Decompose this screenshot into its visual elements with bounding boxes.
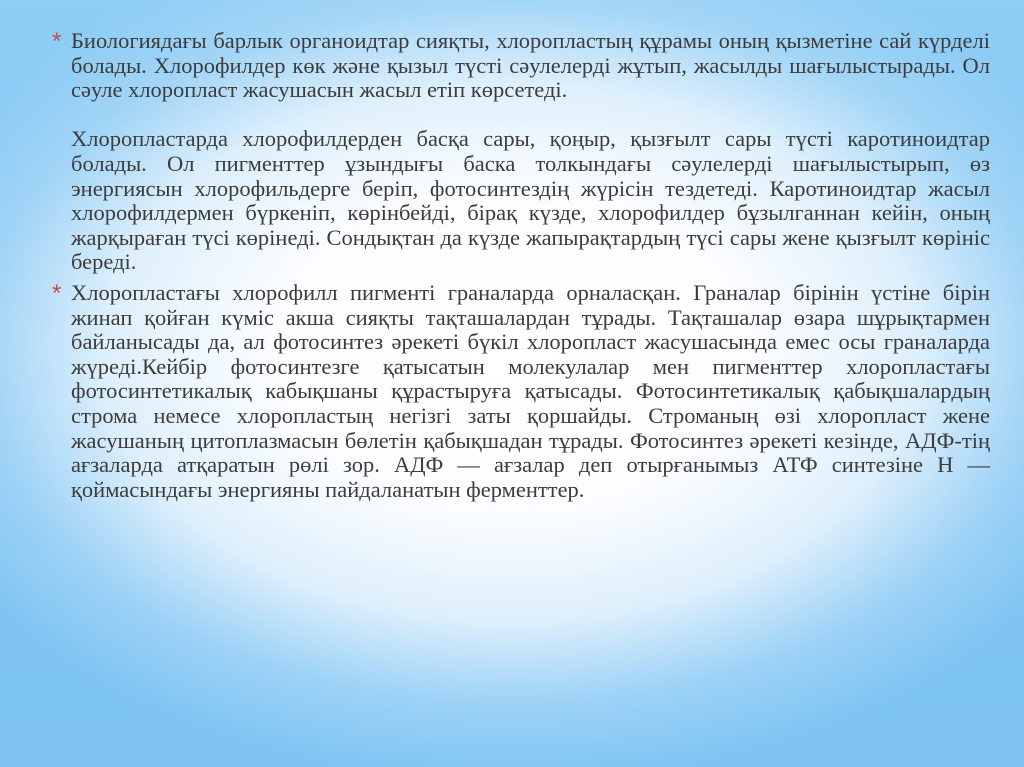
paragraph-spacer bbox=[71, 103, 990, 128]
bullet-item-2 bbox=[52, 281, 990, 502]
slide-content bbox=[52, 29, 990, 502]
paragraph-3: Хлоропластағы хлорофилл пигменті граналарда орналасқан. Граналар бірінін үстіне бірін жинап қойған күміс акша сияқты тақташалардан тұрады. Тақташалар өзара шұрықтармен байланысады да, ал фотосинтез әрекеті бүкіл хлоропласт жасушасында емес осы граналарда жүреді.Кейбір фотосинтезге қатысатын молекулалар мен пигменттер хлоропластағы фотосинтетикалық кабықшаны құрастыруға қатысады. Фотосинтетикалық қабықшалардың строма немесе хлоропластың негізгі заты қоршайды. Строманың өзі хлоропласт жене жасушаның цитоплазмасын бөлетін қабықшадан тұрады. Фотосинтез әрекеті кезінде, АДФ-тің ағзаларда атқаратын рөлі зор. АДФ — ағзалар деп отырғанымыз АТФ синтезіне Н — қоймасындағы энергияны пайдаланатын ферменттер. bbox=[71, 279, 990, 502]
asterisk-bullet-icon: * bbox=[52, 279, 62, 307]
bullet-item-1 bbox=[52, 29, 990, 275]
paragraph-1: Биологиядағы барлык органоидтар сияқты, хлоропластың құрамы оның қызметіне сай күрделі болады. Хлорофилдер көк және қызыл түсті сәулелерді жұтып, жасылды шағылыстырады. Ол сәуле хлоропласт жасушасын жасыл етіп көрсетеді. bbox=[71, 28, 990, 103]
paragraph-2: Хлоропластарда хлорофилдерден басқа сары, қоңыр, қызғылт сары түсті каротиноидтар болады. Ол пигменттер ұзындығы баска толкындағы сәулелерді шағылыстырып, өз энергиясын хлорофильдерге беріп, фотосинтездің жүрісін тездетеді. Каротиноидтар жасыл хлорофилдермен бүркеніп, көрінбейді, бірақ күзде, хлорофилдер бұзылганнан кейін, оның жарқыраған түсі көрінеді. Сондықтан да күзде жапырақтардың түсі сары жене қызғылт көрініс береді. bbox=[71, 126, 990, 275]
asterisk-bullet-icon: * bbox=[52, 28, 62, 55]
